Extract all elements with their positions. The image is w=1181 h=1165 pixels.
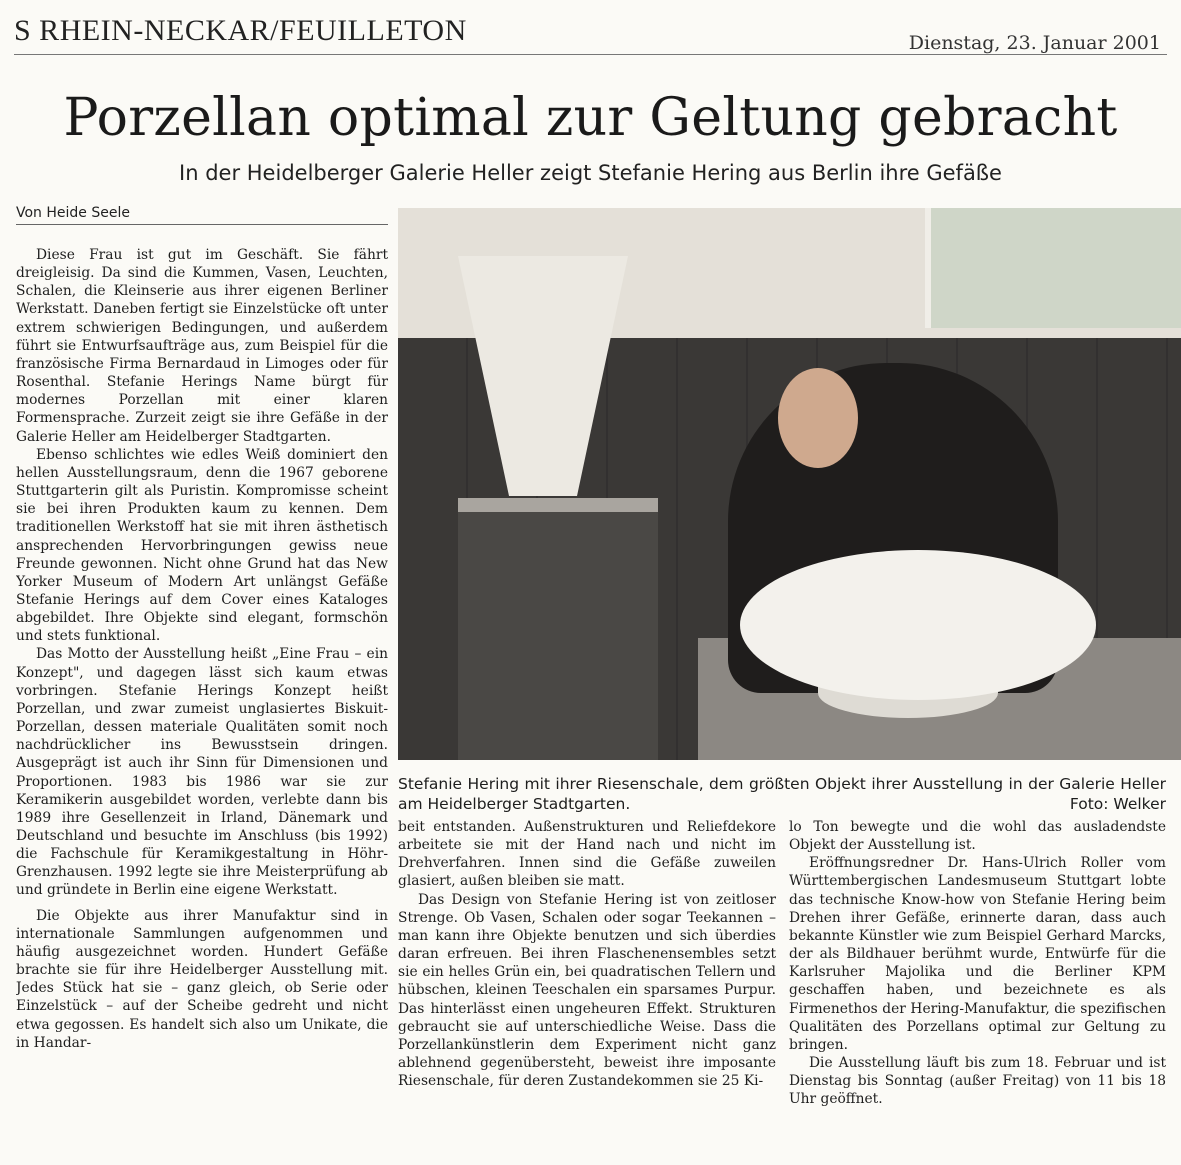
- photo-window: [925, 208, 1181, 328]
- article-column-1: [16, 246, 388, 1158]
- photo-face: [778, 368, 858, 468]
- photo-credit: Foto: Welker: [1069, 795, 1166, 813]
- article-photo: [398, 208, 1181, 760]
- photo-pedestal: [458, 498, 658, 760]
- paragraph: Eröffnungsredner Dr. Hans-Ulrich Roller vom Württembergischen Landesmuseum Stuttgart lobte das technische Know-how von Stefanie Hering beim Drehen ihrer Gefäße, erinnerte daran, dass auch bekannte Künstler wie zum Beispiel Gerhard Marcks, der als Bildhauer berühmt wurde, Entwürfe für die Karlsruher Majolika und die Berliner KPM geschaffen haben, und bezeichnete es als Firmenethos der Hering-Manufaktur, die spezifischen Qualitäten des Porzellans optimal zur Geltung zu bringen.: [789, 855, 1166, 1053]
- headline: Porzellan optimal zur Geltung gebracht: [63, 88, 1118, 148]
- article-column-2: [398, 818, 776, 1160]
- paragraph: Das Motto der Ausstellung heißt „Eine Frau – ein Konzept", und dagegen lässt sich kaum etwas vorbringen. Stefanie Herings Konzept heißt Porzellan, und zwar zumeist unglasiertes Biskuit-Porzellan, dessen materiale Qualitäten somit noch nachdrücklicher ins Bewusstsein dringen. Ausgeprägt ist auch ihr Sinn für Dimensionen und Proportionen. 1983 bis 1986 war sie zur Keramikerin ausgebildet worden, verlebte dann bis 1989 ihre Gesellenzeit in Irland, Dänemark und Deutschland und besuchte im Anschluss (bis 1992) die Fachschule für Keramikgestaltung in Höhr-Grenzhausen. 1992 legte sie ihre Meisterprüfung ab und gründete in Berlin eine eigene Werkstatt.: [16, 646, 388, 899]
- byline: Von Heide Seele: [16, 205, 388, 225]
- subheadline: In der Heidelberger Galerie Heller zeigt Stefanie Hering aus Berlin ihre Gefäße: [179, 161, 1002, 185]
- section-header: S RHEIN-NECKAR/FEUILLETON: [14, 14, 467, 47]
- paragraph: Die Ausstellung läuft bis zum 18. Februar und ist Dienstag bis Sonntag (außer Freitag) von 11 bis 18 Uhr geöffnet.: [789, 1055, 1166, 1108]
- paragraph: Ebenso schlichtes wie edles Weiß dominiert den hellen Ausstellungsraum, denn die 1967 geborene Stuttgarterin gilt als Puristin. Kompromisse scheint sie bei ihren Produkten kaum zu kennen. Dem traditionellen Werkstoff hat sie mit ihren ästhetisch ansprechenden Hervorbringungen gewiss neue Freunde gewonnen. Nicht ohne Grund hat das New Yorker Museum of Modern Art unlängst Gefäße Stefanie Herings auf dem Cover eines Kataloges abgebildet. Ihre Objekte sind elegant, formschön und stets funktional.: [16, 446, 388, 645]
- paragraph: beit entstanden. Außenstrukturen und Reliefdekore arbeitete sie mit der Hand nach und nicht im Drehverfahren. Innen sind die Gefäße zuweilen glasiert, außen bleiben sie matt.: [398, 819, 776, 890]
- article-column-3: [789, 818, 1166, 1160]
- paragraph: Das Design von Stefanie Hering ist von zeitloser Strenge. Ob Vasen, Schalen oder sogar Teekannen – man kann ihre Objekte benutzen und sich überdies daran erfreuen. Bei ihren Flaschenensembles setzt sie ein helles Grün ein, bei quadratischen Tellern und hübschen, kleinen Teeschalen ein sparsames Purpur. Das hinterlässt einen ungeheuren Effekt. Strukturen gebraucht sie auf unterschiedliche Weise. Dass die Porzellankünstlerin dem Experiment nicht ganz ablehnend gegenübersteht, beweist ihre imposante Riesenschale, für deren Zustandekommen sie 25 Ki-: [398, 891, 776, 1090]
- photo-caption: Stefanie Hering mit ihrer Riesenschale, dem größten Objekt ihrer Ausstellung in der Galerie Heller am Heidelberger Stadtgarten.: [398, 775, 1166, 813]
- paragraph: Diese Frau ist gut im Geschäft. Sie fährt dreigleisig. Da sind die Kummen, Vasen, Leuchten, Schalen, die Kleinserie aus ihrer eigenen Berliner Werkstatt. Daneben fertigt sie Einzelstücke oft unter extrem schwierigen Bedingungen, und außerdem führt sie Entwurfsaufträge aus, zum Beispiel für die französische Firma Bernardaud in Limoges oder für Rosenthal. Stefanie Herings Name bürgt für modernes Porzellan mit einer klaren Formensprache. Zurzeit zeigt sie ihre Gefäße in der Galerie Heller am Heidelberger Stadtgarten.: [16, 247, 388, 445]
- header-rule: [14, 54, 1167, 55]
- paragraph: lo Ton bewegte und die wohl das ausladendste Objekt der Ausstellung ist.: [789, 819, 1166, 854]
- photo-giant-bowl: [740, 550, 1096, 700]
- issue-date: Dienstag, 23. Januar 2001: [908, 32, 1161, 54]
- photo-caption-block: [398, 774, 1166, 814]
- paragraph: Die Objekte aus ihrer Manufaktur sind in internationale Sammlungen aufgenommen und häufig ausgezeichnet worden. Hundert Gefäße brachte sie für ihre Heidelberger Ausstellung mit. Jedes Stück hat sie – ganz gleich, ob Serie oder Einzelstück – auf der Scheibe gedreht und nicht etwa gegossen. Es handelt sich also um Unikate, die in Handar-: [16, 907, 388, 1051]
